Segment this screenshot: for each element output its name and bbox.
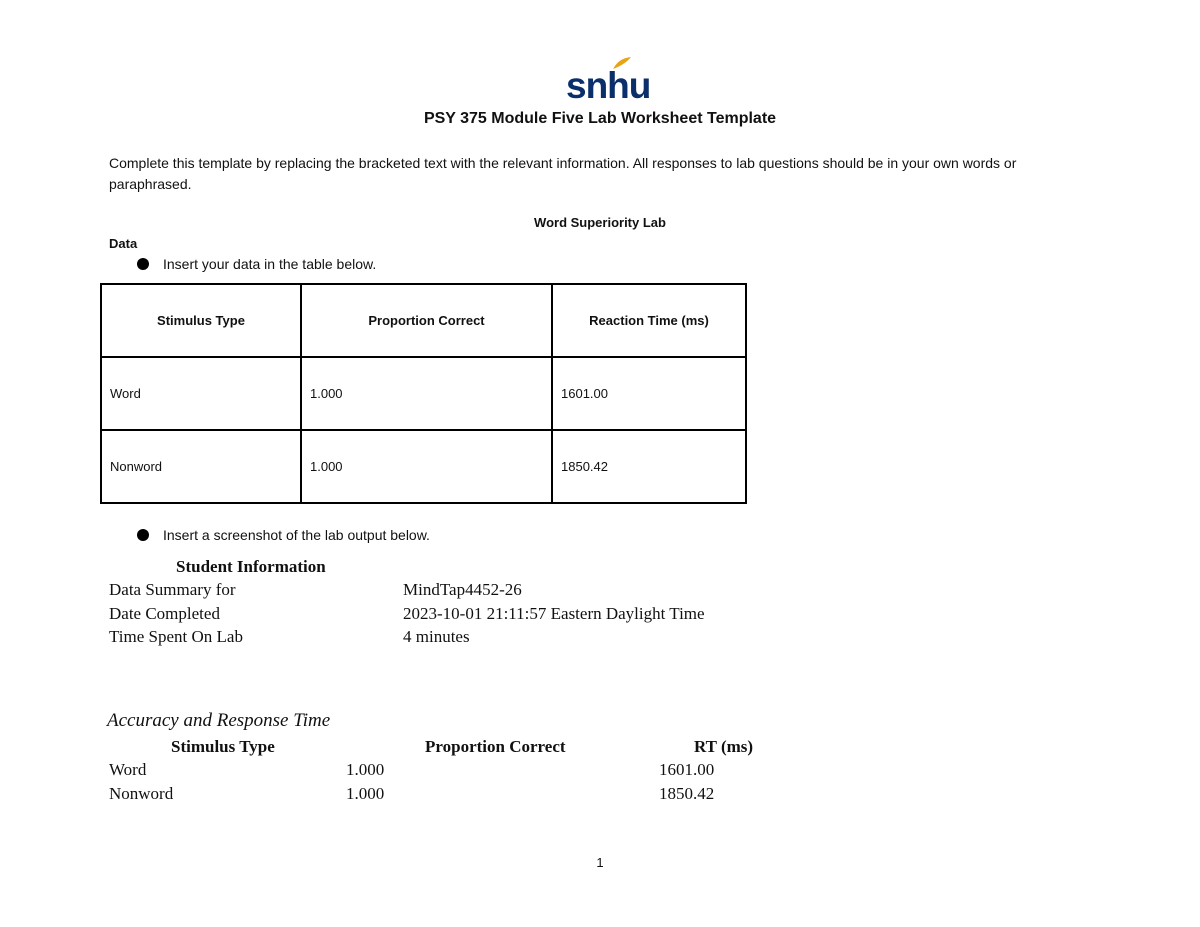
header-reaction-time: Reaction Time (ms) <box>552 284 746 357</box>
header-stimulus-type: Stimulus Type <box>101 284 301 357</box>
acc-header-proportion-correct: Proportion Correct <box>425 737 566 756</box>
snhu-logo <box>566 56 651 106</box>
header-proportion-correct: Proportion Correct <box>301 284 552 357</box>
acc-header-stimulus-type: Stimulus Type <box>171 737 275 756</box>
table-header-row <box>101 284 746 357</box>
lab-title: Word Superiority Lab <box>534 215 666 230</box>
value-time-spent: 4 minutes <box>403 627 470 646</box>
table-row <box>101 430 746 503</box>
bullet-icon <box>137 258 149 270</box>
label-data-summary: Data Summary for <box>109 580 236 599</box>
cell-reaction-time[interactable]: 1601.00 <box>552 357 746 430</box>
document-title: PSY 375 Module Five Lab Worksheet Template <box>423 110 777 127</box>
acc-cell-rt: 1850.42 <box>659 784 715 803</box>
value-data-summary: MindTap4452-26 <box>403 580 522 599</box>
section-label-data: Data <box>109 236 138 251</box>
acc-cell-stimulus: Nonword <box>109 784 174 803</box>
bullet-text: Insert your data in the table below. <box>163 256 377 272</box>
cell-stimulus[interactable]: Word <box>101 357 301 430</box>
bullet-icon <box>137 529 149 541</box>
intro-paragraph: Complete this template by replacing the bracketed text with the relevant information. All responses to lab questions should be in your own words or paraphrased. <box>109 155 1017 192</box>
acc-cell-rt: 1601.00 <box>659 760 715 779</box>
cell-stimulus[interactable]: Nonword <box>101 430 301 503</box>
student-info-heading: Student Information <box>176 557 326 576</box>
page-number: 1 <box>596 855 604 870</box>
acc-cell-stimulus: Word <box>109 760 147 779</box>
bullet-insert-screenshot <box>137 527 430 543</box>
data-table <box>100 283 747 504</box>
cell-proportion[interactable]: 1.000 <box>301 357 552 430</box>
accuracy-title: Accuracy and Response Time <box>107 710 331 731</box>
cell-proportion[interactable]: 1.000 <box>301 430 552 503</box>
bullet-text: Insert a screenshot of the lab output below. <box>163 527 430 543</box>
table-row <box>101 357 746 430</box>
label-date-completed: Date Completed <box>109 604 220 623</box>
label-time-spent: Time Spent On Lab <box>109 627 243 646</box>
acc-header-rt: RT (ms) <box>694 737 754 756</box>
cell-reaction-time[interactable]: 1850.42 <box>552 430 746 503</box>
logo-wordmark: snhu <box>566 65 651 106</box>
acc-cell-proportion: 1.000 <box>346 760 385 779</box>
value-date-completed: 2023-10-01 21:11:57 Eastern Daylight Time <box>403 604 705 623</box>
acc-cell-proportion: 1.000 <box>346 784 385 803</box>
bullet-insert-data <box>137 256 376 272</box>
